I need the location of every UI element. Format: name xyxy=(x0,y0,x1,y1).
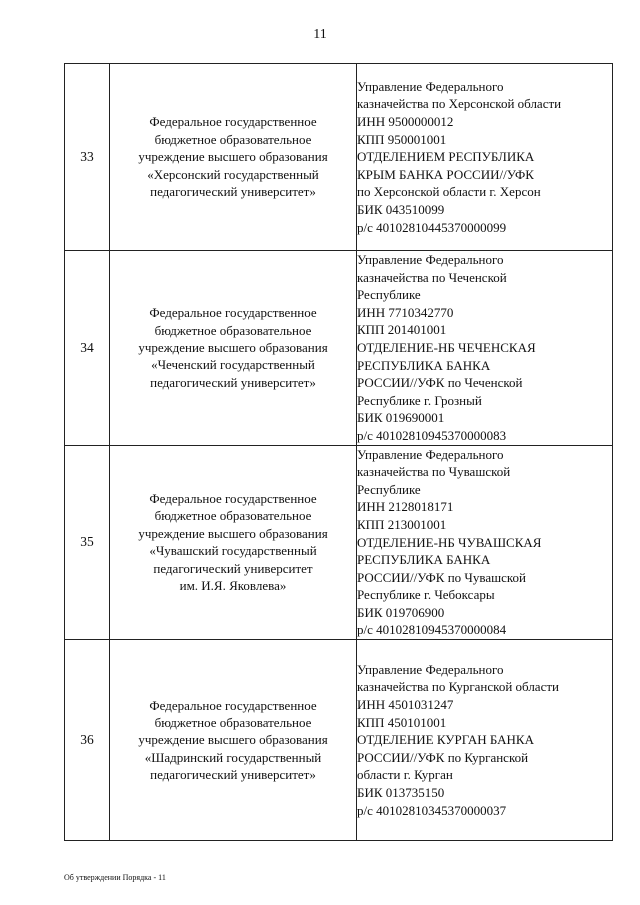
bank-details-line: КРЫМ БАНКА РОССИИ//УФК xyxy=(357,166,534,182)
organization-line: педагогический университет» xyxy=(150,374,316,390)
bank-details-line: ИНН 4501031247 xyxy=(357,697,454,713)
organization-line: им. И.Я. Яковлева» xyxy=(179,578,287,594)
bank-details-line: Республике xyxy=(357,481,421,497)
bank-details-line: ИНН 2128018171 xyxy=(357,499,454,515)
bank-details-line: КПП 950001001 xyxy=(357,131,447,147)
bank-details-line: РОССИИ//УФК по Курганской xyxy=(357,749,529,765)
organization-line: учреждение высшего образования xyxy=(138,525,328,541)
row-number: 33 xyxy=(65,64,110,251)
bank-details-line: казначейства по Курганской области xyxy=(357,679,559,695)
bank-details-line: БИК 043510099 xyxy=(357,201,445,217)
organization-line: учреждение высшего образования xyxy=(138,732,328,748)
organization-line: педагогический университет» xyxy=(150,184,316,200)
organization-line: «Чувашский государственный xyxy=(149,543,317,559)
bank-details-line: Управление Федерального xyxy=(357,78,504,94)
bank-details-line: ИНН 7710342770 xyxy=(357,304,454,320)
bank-details-line: Республике г. Грозный xyxy=(357,392,482,408)
bank-details-line: казначейства по Херсонской области xyxy=(357,96,562,112)
document-footer: Об утверждении Порядка - 11 xyxy=(64,873,166,882)
bank-details-line: по Херсонской области г. Херсон xyxy=(357,184,541,200)
bank-details-line: р/с 40102810445370000099 xyxy=(357,219,507,235)
organization-line: «Херсонский государственный xyxy=(147,166,319,182)
bank-details-line: казначейства по Чеченской xyxy=(357,269,507,285)
bank-details-line: ОТДЕЛЕНИЕМ РЕСПУБЛИКА xyxy=(357,149,535,165)
organization-line: бюджетное образовательное xyxy=(154,322,312,338)
bank-details-cell xyxy=(357,64,613,251)
bank-details-line: ОТДЕЛЕНИЕ-НБ ЧЕЧЕНСКАЯ xyxy=(357,339,536,355)
organization-line: бюджетное образовательное xyxy=(154,714,312,730)
bank-details-line: Управление Федерального xyxy=(357,446,504,462)
organization-line: Федеральное государственное xyxy=(149,697,317,713)
organization-line: педагогический университет xyxy=(153,560,313,576)
bank-details-line: р/с 40102810945370000083 xyxy=(357,427,507,443)
table-row xyxy=(65,251,613,446)
organization-name-cell xyxy=(110,64,357,251)
organization-line: учреждение высшего образования xyxy=(138,149,328,165)
organization-line: учреждение высшего образования xyxy=(138,340,328,356)
bank-details-line: Управление Федерального xyxy=(357,252,504,267)
bank-details-line: казначейства по Чувашской xyxy=(357,464,511,480)
bank-details-line: КПП 213001001 xyxy=(357,516,447,532)
organization-line: бюджетное образовательное xyxy=(154,508,312,524)
bank-details-cell xyxy=(357,445,613,640)
page-number: 11 xyxy=(313,27,327,42)
organization-line: «Шадринский государственный xyxy=(144,749,322,765)
bank-details-line: РЕСПУБЛИКА БАНКА xyxy=(357,357,491,373)
organization-line: педагогический университет» xyxy=(150,767,316,783)
bank-details-line: КПП 450101001 xyxy=(357,714,447,730)
bank-details-line: РОССИИ//УФК по Чеченской xyxy=(357,375,523,391)
organization-name-cell xyxy=(110,251,357,446)
bank-details-line: ОТДЕЛЕНИЕ-НБ ЧУВАШСКАЯ xyxy=(357,534,542,550)
row-number: 36 xyxy=(65,640,110,841)
organization-name-cell xyxy=(110,640,357,841)
bank-details-cell xyxy=(357,640,613,841)
bank-details-line: БИК 019706900 xyxy=(357,604,445,620)
organization-line: Федеральное государственное xyxy=(149,114,317,130)
table-row xyxy=(65,445,613,640)
bank-details-line: БИК 013735150 xyxy=(357,785,445,801)
bank-details-line: р/с 40102810345370000037 xyxy=(357,802,507,818)
bank-details-line: Республике г. Чебоксары xyxy=(357,587,495,603)
bank-details-line: Республике xyxy=(357,287,421,303)
bank-details-line: р/с 40102810945370000084 xyxy=(357,622,507,638)
organization-name-cell xyxy=(110,445,357,640)
table-row xyxy=(65,64,613,251)
organization-line: Федеральное государственное xyxy=(149,305,317,321)
organization-line: бюджетное образовательное xyxy=(154,131,312,147)
bank-details-cell xyxy=(357,251,613,446)
row-number: 35 xyxy=(65,445,110,640)
bank-details-line: области г. Курган xyxy=(357,767,453,783)
bank-details-line: РЕСПУБЛИКА БАНКА xyxy=(357,552,491,568)
bank-details-line: Управление Федерального xyxy=(357,661,504,677)
bank-details-line: ОТДЕЛЕНИЕ КУРГАН БАНКА xyxy=(357,732,534,748)
bank-details-line: БИК 019690001 xyxy=(357,410,445,426)
organizations-table xyxy=(64,63,613,841)
bank-details-line: ИНН 9500000012 xyxy=(357,114,454,130)
bank-details-line: РОССИИ//УФК по Чувашской xyxy=(357,569,526,585)
row-number: 34 xyxy=(65,251,110,446)
bank-details-line: КПП 201401001 xyxy=(357,322,447,338)
organization-line: Федеральное государственное xyxy=(149,491,317,507)
table-row xyxy=(65,640,613,841)
organization-line: «Чеченский государственный xyxy=(151,357,315,373)
